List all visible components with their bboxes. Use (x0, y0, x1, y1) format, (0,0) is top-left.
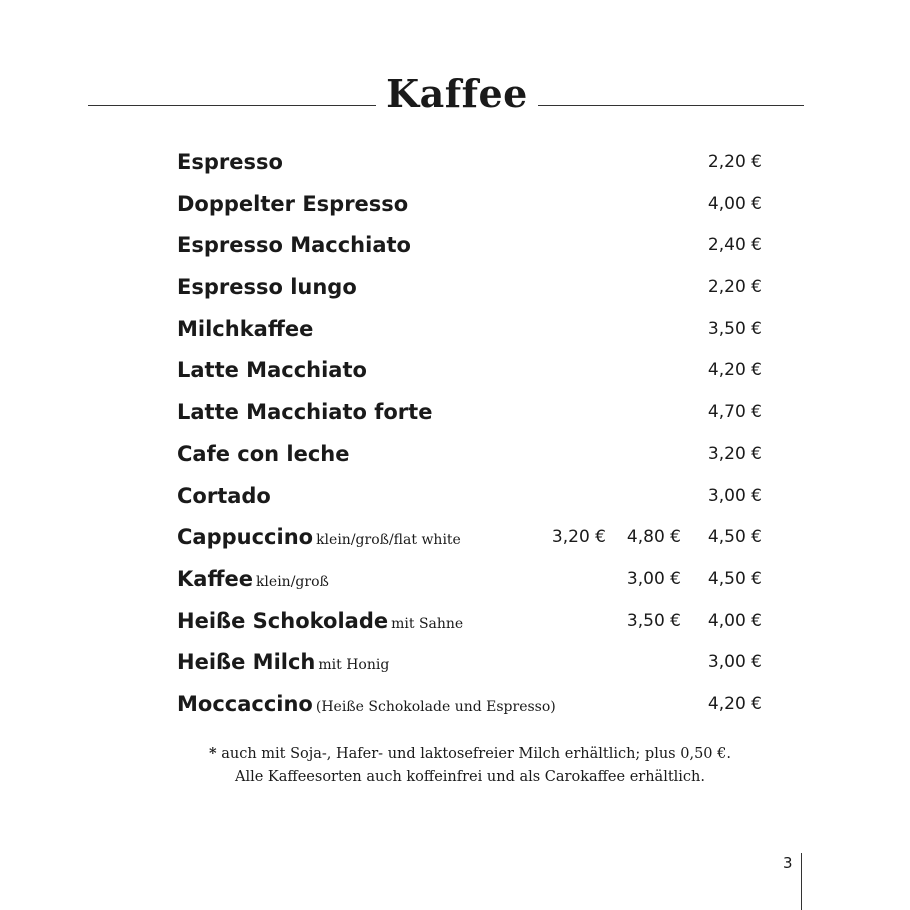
menu-item (177, 143, 767, 185)
menu-item-label: Kaffee (177, 566, 253, 591)
page-title: Kaffee (386, 71, 528, 116)
menu-item-label: Heiße Milch (177, 650, 316, 675)
menu-item-price: 4,00 € (707, 193, 762, 214)
title-divider-left (88, 105, 376, 106)
menu-item-label: Cappuccino (177, 525, 314, 550)
page-number: 3 (783, 854, 793, 872)
menu-item-label: Latte Macchiato (177, 358, 367, 383)
menu-item-name (177, 232, 411, 258)
menu-item-name (177, 608, 463, 637)
menu-item (177, 602, 767, 644)
menu-item (177, 643, 767, 685)
menu-item (177, 351, 767, 393)
menu-item-price: 4,50 € (707, 527, 762, 548)
page-number-rule (801, 853, 802, 910)
menu-list (177, 143, 767, 727)
menu-item-price: 4,50 € (707, 568, 762, 589)
menu-item-label: Cortado (177, 483, 271, 508)
menu-item-name (177, 649, 389, 678)
title-row (88, 68, 804, 128)
menu-item-price: 2,20 € (707, 277, 762, 298)
menu-item-price: 2,20 € (707, 152, 762, 172)
menu-item-name (177, 524, 461, 553)
menu-item-note: mit Sahne (391, 615, 464, 632)
menu-item-label: Latte Macchiato forte (177, 400, 433, 425)
footnote-asterisk: * (209, 745, 217, 762)
menu-item (177, 393, 767, 435)
footnote (150, 742, 790, 789)
menu-item-name (177, 191, 408, 217)
menu-item (177, 185, 767, 227)
menu-item (177, 560, 767, 602)
menu-item-price: 3,50 € (707, 318, 762, 339)
menu-item (177, 435, 767, 477)
footnote-text-1: auch mit Soja-, Hafer- und laktosefreier Milch erhältlich; plus 0,50 €. (221, 746, 731, 762)
menu-item-price: 4,20 € (707, 693, 762, 714)
menu-item-label: Moccaccino (177, 691, 313, 716)
menu-item-price: 2,40 € (707, 235, 762, 256)
menu-item-price: 3,00 € (707, 485, 762, 506)
title-divider-right (538, 105, 804, 106)
menu-item (177, 477, 767, 519)
menu-item-label: Doppelter Espresso (177, 191, 409, 216)
menu-item-price: 4,70 € (707, 402, 762, 423)
menu-item-name (177, 357, 367, 383)
menu-item-price: 3,00 € (707, 652, 762, 673)
menu-item-label: Milchkaffee (177, 316, 314, 341)
menu-item-note: klein/groß/flat white (316, 532, 461, 549)
menu-item-note: mit Honig (318, 657, 390, 674)
menu-item-price: 4,80 € (626, 527, 681, 548)
menu-item-name (177, 566, 329, 595)
footnote-line-2: Alle Kaffeesorten auch koffeinfrei und als Carokaffee erhältlich. (235, 769, 705, 785)
menu-item (177, 310, 767, 352)
menu-item-price: 4,00 € (707, 610, 762, 631)
menu-item-name (177, 316, 313, 342)
menu-item-name (177, 274, 357, 300)
menu-item-label: Cafe con leche (177, 441, 350, 466)
menu-item-label: Espresso lungo (177, 275, 357, 300)
menu-item (177, 518, 767, 560)
menu-item-price: 3,20 € (551, 527, 606, 548)
menu-item-label: Espresso (177, 150, 283, 174)
menu-item-name (177, 441, 350, 467)
menu-item-price: 4,20 € (707, 360, 762, 381)
menu-item-price: 3,50 € (626, 610, 681, 631)
menu-item (177, 226, 767, 268)
menu-item-label: Heiße Schokolade (177, 608, 389, 633)
menu-item-name (177, 149, 283, 175)
menu-item-note: (Heiße Schokolade und Espresso) (315, 698, 556, 715)
menu-item-price: 3,00 € (626, 568, 681, 589)
menu-item-label: Espresso Macchiato (177, 233, 411, 258)
menu-item (177, 268, 767, 310)
menu-item-name (177, 483, 271, 509)
menu-item-note: klein/groß (255, 573, 329, 590)
menu-item (177, 685, 767, 727)
menu-item-price: 3,20 € (707, 443, 762, 464)
menu-item-name (177, 691, 556, 720)
menu-item-name (177, 399, 432, 425)
footnote-line-1 (150, 742, 790, 766)
